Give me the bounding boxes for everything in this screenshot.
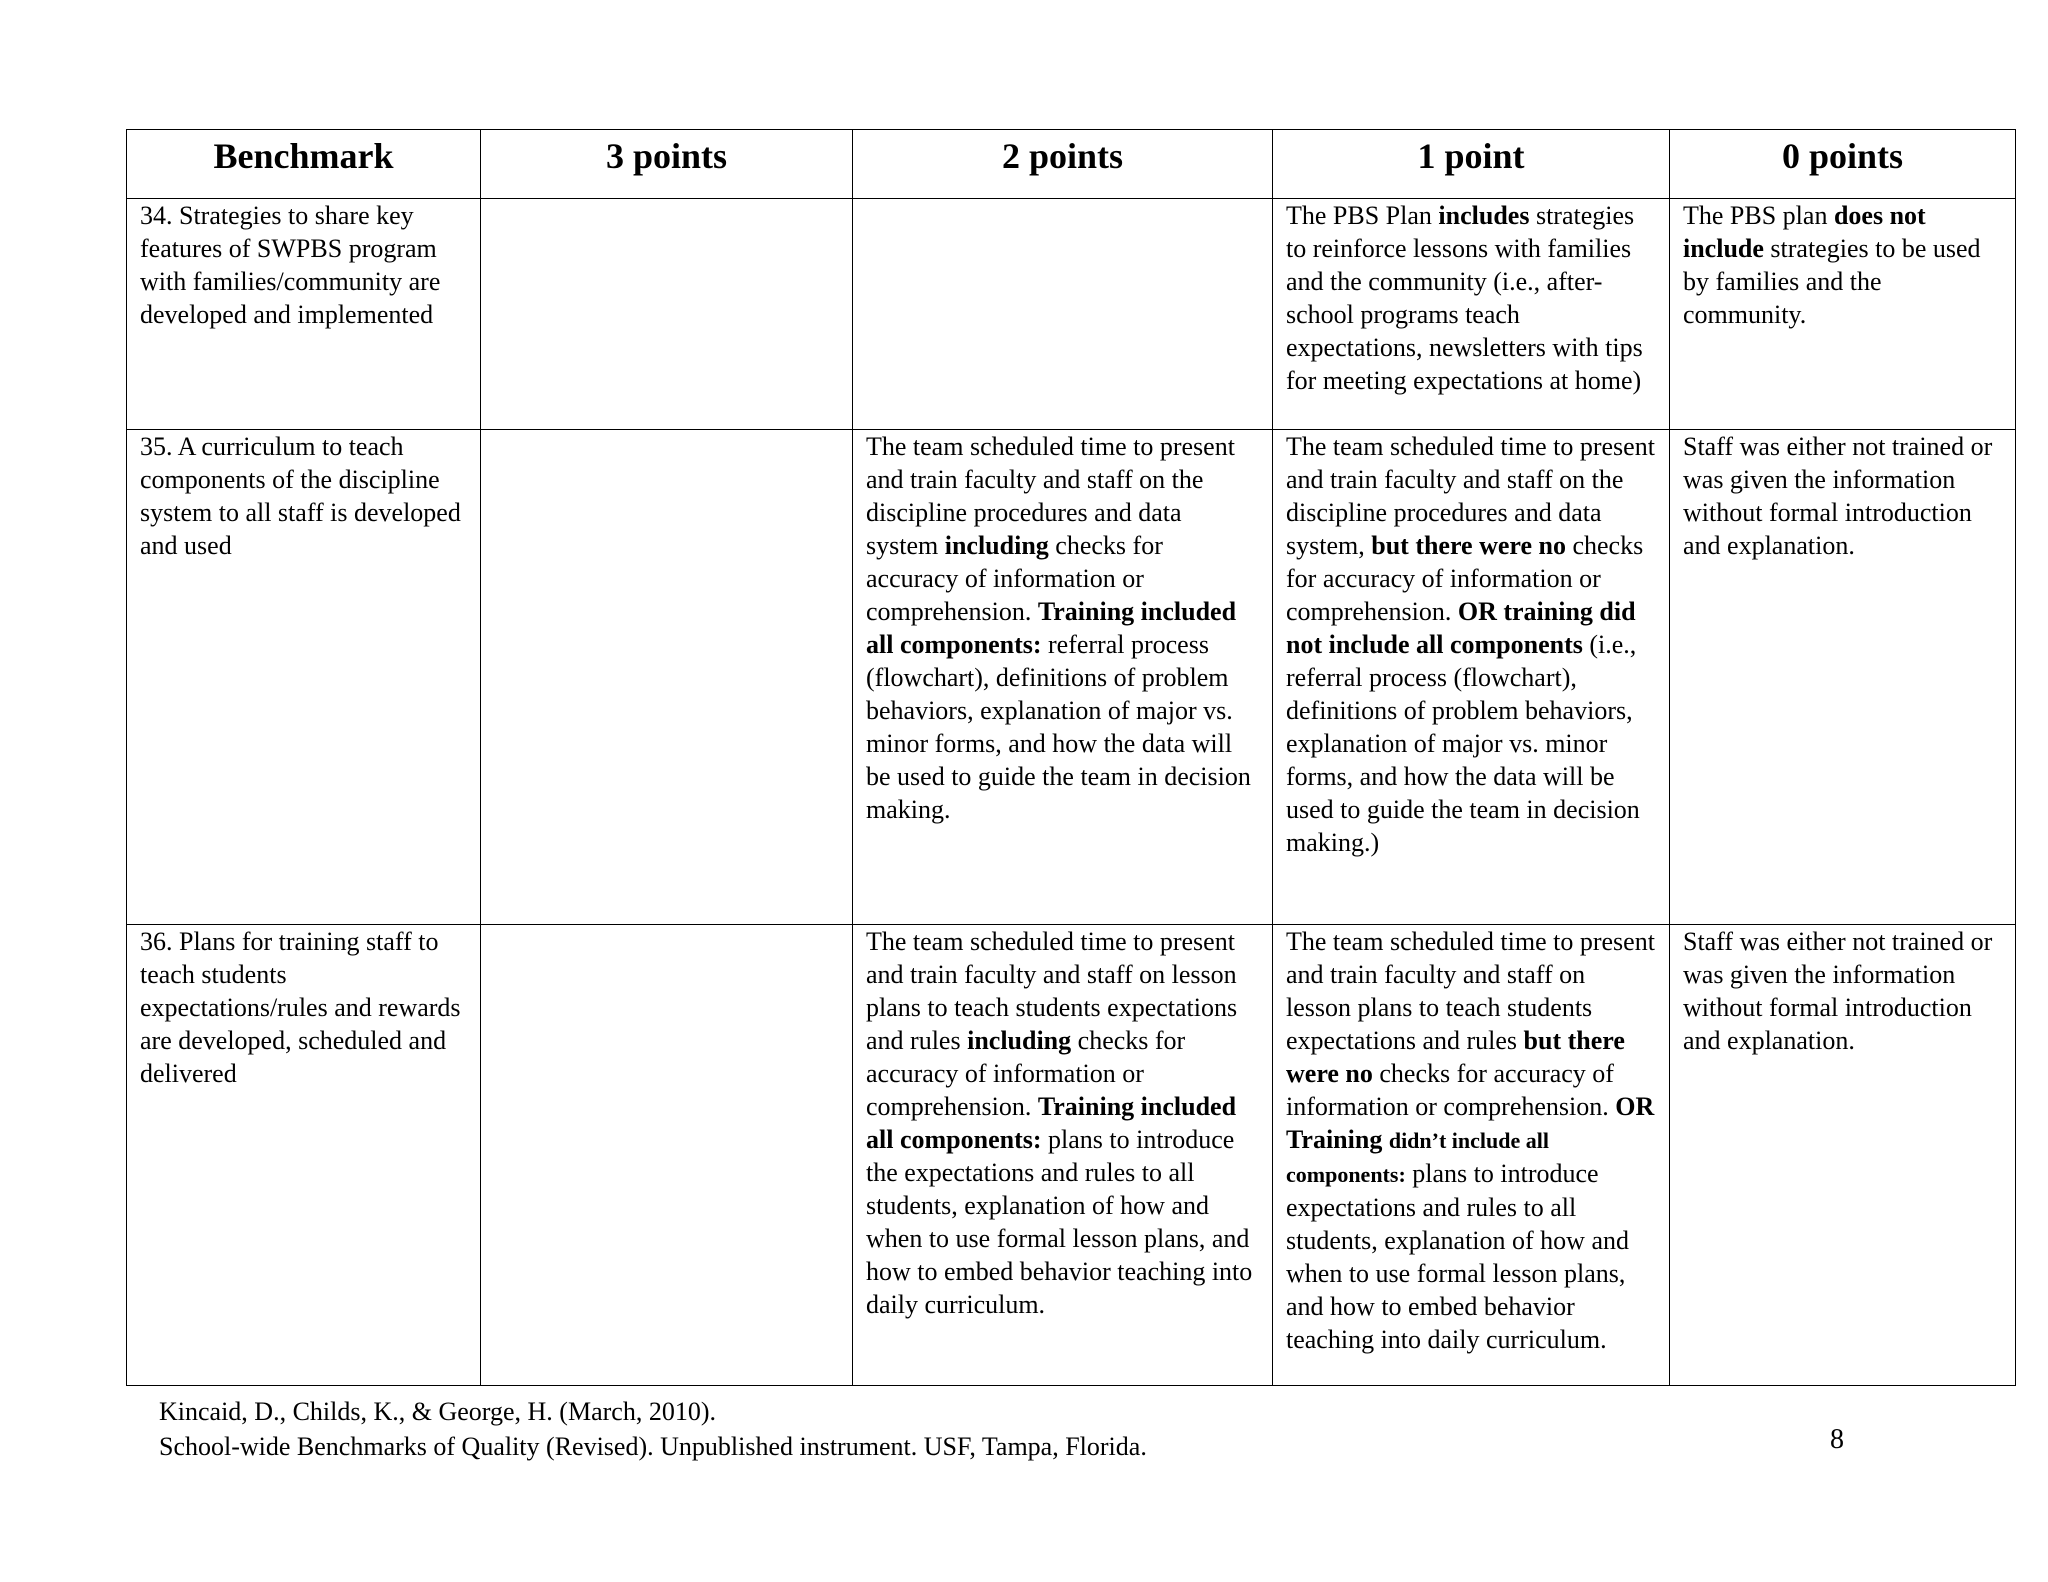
text-run: The team scheduled time to present and train faculty and staff on lesson plans to teach students expectations and rules — [866, 927, 1238, 1055]
header-0-points: 0 points — [1670, 130, 2016, 199]
one-point-cell — [1273, 925, 1670, 1386]
one-point-cell — [1273, 199, 1670, 430]
text-run: (i.e., referral process (flowchart), definitions of problem behaviors, explanation of major vs. minor forms, and how the data will be used to guide the team in decision making.) — [1286, 630, 1640, 857]
three-points-cell — [481, 925, 853, 1386]
text-run: Staff was either not trained or was given the information without formal introduction and explanation. — [1683, 432, 1993, 560]
bold-text-run: does not include — [1683, 201, 1926, 263]
bold-text-run: including — [967, 1026, 1072, 1055]
table-row — [127, 199, 2016, 430]
benchmark-cell: 35. A curriculum to teach components of the discipline system to all staff is developed and used — [127, 430, 481, 925]
two-points-cell — [853, 199, 1273, 430]
zero-points-cell — [1670, 430, 2016, 925]
three-points-cell — [481, 199, 853, 430]
text-run: strategies to be used by families and the community. — [1683, 234, 1981, 329]
citation-line-2: School-wide Benchmarks of Quality (Revised). Unpublished instrument. USF, Tampa, Florida. — [159, 1432, 1147, 1461]
bold-text-run: OR Training — [1286, 1092, 1655, 1154]
two-points-cell — [853, 925, 1273, 1386]
text-run: Staff was either not trained or was given the information without formal introduction and explanation. — [1683, 927, 1993, 1055]
text-run: The PBS plan — [1683, 201, 1834, 230]
text-run: The PBS Plan — [1286, 201, 1439, 230]
text-run: plans to introduce the expectations and rules to all students, explanation of how and when to use formal lesson plans, and how to embed behavior teaching into daily curriculum. — [866, 1125, 1253, 1319]
text-run: checks for accuracy of information or comprehension. — [1286, 1059, 1616, 1121]
text-run: checks for accuracy of information or comprehension. — [866, 531, 1163, 626]
table-row — [127, 925, 2016, 1386]
text-run: referral process (flowchart), definitions of problem behaviors, explanation of major vs. minor forms, and how the data will be used to guide the team in decision making. — [866, 630, 1251, 824]
bold-text-run: Training included all components: — [866, 1092, 1237, 1154]
benchmarks-table — [126, 129, 2016, 1386]
header-benchmark: Benchmark — [127, 130, 481, 199]
page-number: 8 — [1830, 1424, 1844, 1455]
text-run: The team scheduled time to present and train faculty and staff on the discipline procedures and data system — [866, 432, 1235, 560]
header-3-points: 3 points — [481, 130, 853, 199]
header-1-point: 1 point — [1273, 130, 1670, 199]
text-run: The team scheduled time to present and train faculty and staff on the discipline procedures and data system, — [1286, 432, 1655, 560]
bold-text-run: OR training did not include all components — [1286, 597, 1636, 659]
two-points-cell — [853, 430, 1273, 925]
bold-text-run: didn’t include all components: — [1286, 1128, 1549, 1187]
bold-text-run: Training included all components: — [866, 597, 1237, 659]
text-run: checks for accuracy of information or comprehension. — [866, 1026, 1186, 1121]
header-2-points: 2 points — [853, 130, 1273, 199]
one-point-cell — [1273, 430, 1670, 925]
header-row — [127, 130, 2016, 199]
table-row — [127, 430, 2016, 925]
bold-text-run: includes — [1438, 201, 1530, 230]
text-run: The team scheduled time to present and train faculty and staff on lesson plans to teach students expectations and rules — [1286, 927, 1655, 1055]
benchmark-cell: 34. Strategies to share key features of SWPBS program with families/community are developed and implemented — [127, 199, 481, 430]
three-points-cell — [481, 430, 853, 925]
bold-text-run: but there were no — [1371, 531, 1566, 560]
text-run: checks for accuracy of information or comprehension. — [1286, 531, 1644, 626]
bold-text-run: but there were no — [1286, 1026, 1625, 1088]
benchmark-cell: 36. Plans for training staff to teach students expectations/rules and rewards are developed, scheduled and delivered — [127, 925, 481, 1386]
zero-points-cell — [1670, 925, 2016, 1386]
bold-text-run: including — [944, 531, 1049, 560]
text-run: strategies to reinforce lessons with families and the community (i.e., after-school programs teach expectations, newsletters with tips for meeting expectations at home) — [1286, 201, 1643, 395]
zero-points-cell — [1670, 199, 2016, 430]
text-run: plans to introduce expectations and rules to all students, explanation of how and when to use formal lesson plans, and how to embed behavior teaching into daily curriculum. — [1286, 1159, 1629, 1354]
citation-line-1: Kincaid, D., Childs, K., & George, H. (March, 2010). — [159, 1397, 716, 1426]
